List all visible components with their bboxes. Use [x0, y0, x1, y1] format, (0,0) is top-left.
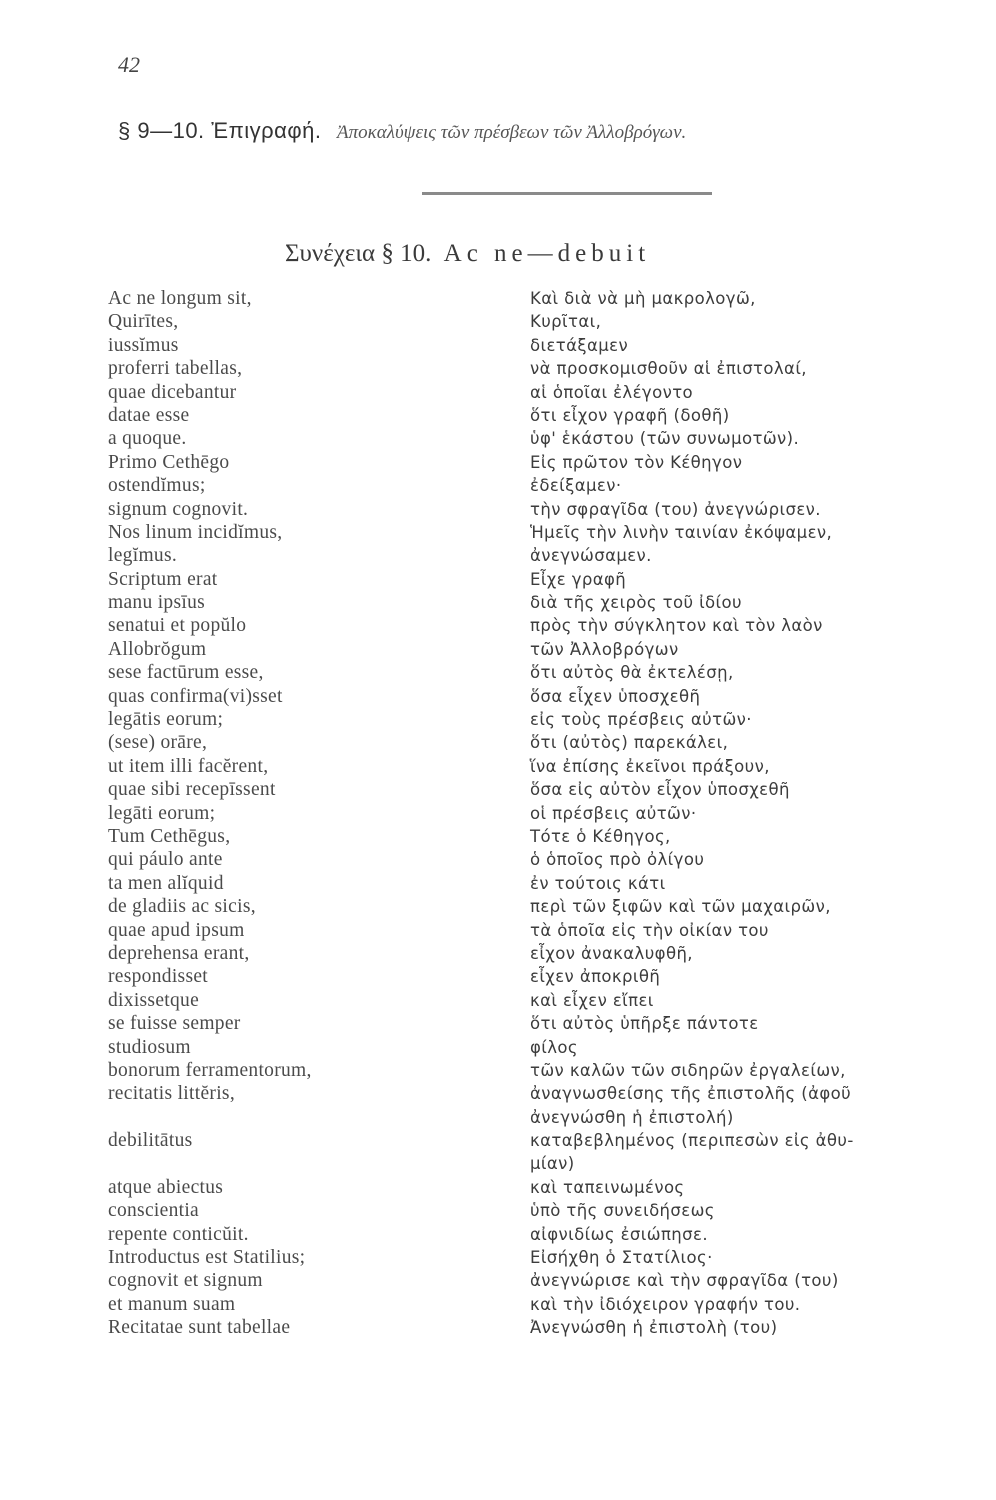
- greek-line: ὅτι αὐτὸς ὑπῆρξε πάντοτε: [530, 1014, 759, 1034]
- greek-line: καὶ εἶχεν εἴπει: [530, 990, 654, 1010]
- latin-line: Allobrŏgum: [108, 638, 207, 660]
- greek-line: Τότε ὁ Κέθηγος,: [530, 826, 671, 846]
- greek-line: τῶν Ἀλλοβρόγων: [530, 639, 679, 659]
- greek-line: Καὶ διὰ νὰ μὴ μακρολογῶ,: [530, 289, 756, 308]
- greek-line: ἀνεγνώρισε καὶ τὴν σφραγῖδα (του): [530, 1271, 839, 1291]
- latin-line: ut item illi facĕrent,: [108, 755, 269, 777]
- latin-line: Tum Cethēgus,: [108, 825, 231, 847]
- latin-line: deprehensa erant,: [108, 942, 250, 964]
- greek-line: τὰ ὁποῖα εἰς τὴν οἰκίαν του: [530, 920, 769, 940]
- greek-line: περὶ τῶν ξιφῶν καὶ τῶν μαχαιρῶν,: [530, 897, 831, 917]
- section-heading: [285, 240, 885, 268]
- latin-text-column: [108, 287, 508, 1340]
- greek-line: εἶχεν ἀποκριθῆ: [530, 967, 661, 987]
- greek-line: ἀνεγνώσαμεν.: [530, 546, 652, 566]
- latin-line: [108, 1106, 508, 1129]
- greek-line: ὅτι (αὐτὸς) παρεκάλει,: [530, 733, 729, 753]
- latin-line: ta men alĭquid: [108, 872, 224, 894]
- greek-line: ἐν τούτοις κάτι: [530, 873, 666, 893]
- greek-line: τῶν καλῶν τῶν σιδηρῶν ἐργαλείων,: [530, 1060, 846, 1080]
- latin-line: Recitatae sunt tabellae: [108, 1317, 291, 1339]
- greek-line: διετάξαμεν: [530, 335, 629, 355]
- latin-line: legātis eorum;: [108, 709, 224, 731]
- running-head: [118, 118, 938, 144]
- greek-line: Κυρῖται,: [530, 312, 602, 332]
- greek-line: μίαν): [530, 1154, 575, 1174]
- greek-line: ὅσα εἰς αὐτὸν εἶχον ὑποσχεθῆ: [530, 780, 790, 800]
- greek-line: αἱ ὁποῖαι ἐλέγοντο: [530, 382, 694, 402]
- greek-line: ἐδείξαμεν·: [530, 476, 622, 496]
- greek-line: φίλος: [530, 1037, 579, 1057]
- section-heading-latin: Ac ne—debuit: [443, 240, 651, 267]
- latin-line: et manum suam: [108, 1293, 236, 1315]
- greek-line: ἀναγνωσθείσης τῆς ἐπιστολῆς (ἀφοῦ: [530, 1084, 852, 1104]
- latin-line: dixissetque: [108, 989, 200, 1011]
- greek-line: εἶχον ἀνακαλυφθῆ,: [530, 943, 693, 963]
- latin-line: quae sibi recepīssent: [108, 779, 276, 801]
- greek-line: Ἀνεγνώσθη ἡ ἐπιστολὴ (του): [530, 1318, 778, 1338]
- latin-line: debilitātus: [108, 1130, 193, 1152]
- greek-line: ὅτι εἶχον γραφῆ (δοθῆ): [530, 405, 730, 425]
- greek-line: ἀνεγνώσθη ἡ ἐπιστολή): [530, 1107, 734, 1127]
- greek-line: ὑπὸ τῆς συνειδήσεως: [530, 1201, 715, 1221]
- latin-line: [108, 1152, 508, 1175]
- latin-line: cognovit et signum: [108, 1270, 263, 1292]
- latin-line: Primo Cethēgo: [108, 451, 230, 473]
- latin-line: Nos linum incidĭmus,: [108, 521, 283, 543]
- latin-line: Scriptum erat: [108, 568, 218, 590]
- greek-line: εἰς τοὺς πρέσβεις αὐτῶν·: [530, 710, 752, 730]
- latin-line: datae esse: [108, 404, 190, 426]
- latin-line: a quoque.: [108, 428, 187, 450]
- latin-line: recitatis littĕris,: [108, 1083, 235, 1105]
- page-number: 42: [118, 52, 140, 77]
- latin-line: quae apud ipsum: [108, 919, 245, 941]
- latin-line: senatui et popŭlo: [108, 615, 247, 637]
- greek-line: καταβεβλημένος (περιπεσὼν εἰς ἀθυ-: [530, 1131, 854, 1151]
- latin-line: qui páulo ante: [108, 849, 223, 871]
- section-heading-greek: Συνέχεια § 10.: [285, 240, 432, 267]
- latin-line: studiosum: [108, 1036, 191, 1058]
- divider-rule: [422, 192, 712, 195]
- greek-line: πρὸς τὴν σύγκλητον καὶ τὸν λαὸν: [530, 616, 823, 636]
- greek-line: καὶ τὴν ἰδιόχειρον γραφήν του.: [530, 1294, 801, 1314]
- latin-line: Ac ne longum sit,: [108, 288, 252, 309]
- greek-line: διὰ τῆς χειρὸς τοῦ ἰδίου: [530, 593, 742, 613]
- greek-translation-column: [530, 287, 970, 1340]
- latin-line: conscientia: [108, 1200, 200, 1222]
- latin-line: signum cognovit.: [108, 498, 249, 520]
- latin-line: Introductus est Statilius;: [108, 1247, 306, 1269]
- greek-line: τὴν σφραγῖδα (του) ἀνεγνώρισεν.: [530, 499, 821, 519]
- greek-line: Εἰς πρῶτον τὸν Κέθηγον: [530, 452, 743, 472]
- greek-line: καὶ ταπεινωμένος: [530, 1177, 685, 1197]
- latin-line: legāti eorum;: [108, 802, 216, 824]
- latin-line: legĭmus.: [108, 545, 178, 567]
- greek-line: ὅσα εἶχεν ὑποσχεθῆ: [530, 686, 701, 706]
- latin-line: de gladiis ac sicis,: [108, 896, 256, 918]
- greek-line: ὑφ' ἑκάστου (τῶν συνωμοτῶν).: [530, 429, 800, 449]
- latin-line: respondisset: [108, 966, 209, 988]
- latin-line: ostendĭmus;: [108, 475, 206, 497]
- latin-line: sese factūrum esse,: [108, 662, 264, 684]
- latin-line: atque abiectus: [108, 1176, 224, 1198]
- greek-line: Εἰσήχθη ὁ Στατίλιος·: [530, 1248, 713, 1268]
- greek-line: Εἶχε γραφῆ: [530, 569, 627, 589]
- latin-line: proferri tabellas,: [108, 358, 243, 380]
- latin-line: manu ipsīus: [108, 592, 206, 614]
- latin-line: (sese) orāre,: [108, 732, 208, 754]
- latin-line: se fuisse semper: [108, 1013, 241, 1035]
- latin-line: repente conticŭit.: [108, 1223, 249, 1245]
- greek-line: ὅτι αὐτὸς θὰ ἐκτελέσῃ,: [530, 663, 734, 683]
- greek-line: ὁ ὁποῖος πρὸ ὀλίγου: [530, 850, 705, 870]
- latin-line: quas confirma(vi)sset: [108, 685, 283, 707]
- greek-line: ἵνα ἐπίσης ἐκεῖνοι πράξουν,: [530, 756, 770, 776]
- running-head-subtitle: Ἀποκαλύψεις τῶν πρέσβεων τῶν Ἀλλοβρόγων.: [337, 122, 687, 143]
- latin-line: quae dicebantur: [108, 381, 237, 403]
- running-head-section: § 9—10. Ἐπιγραφή.: [118, 118, 322, 143]
- greek-line: Ἡμεῖς τὴν λινὴν ταινίαν ἐκόψαμεν,: [530, 522, 833, 542]
- greek-line: οἱ πρέσβεις αὐτῶν·: [530, 803, 697, 823]
- latin-line: Quirītes,: [108, 311, 179, 333]
- latin-line: iussĭmus: [108, 334, 179, 356]
- greek-line: αἰφνιδίως ἐσιώπησε.: [530, 1224, 708, 1244]
- greek-line: νὰ προσκομισθοῦν αἱ ἐπιστολαί,: [530, 359, 807, 379]
- latin-line: bonorum ferramentorum,: [108, 1059, 312, 1081]
